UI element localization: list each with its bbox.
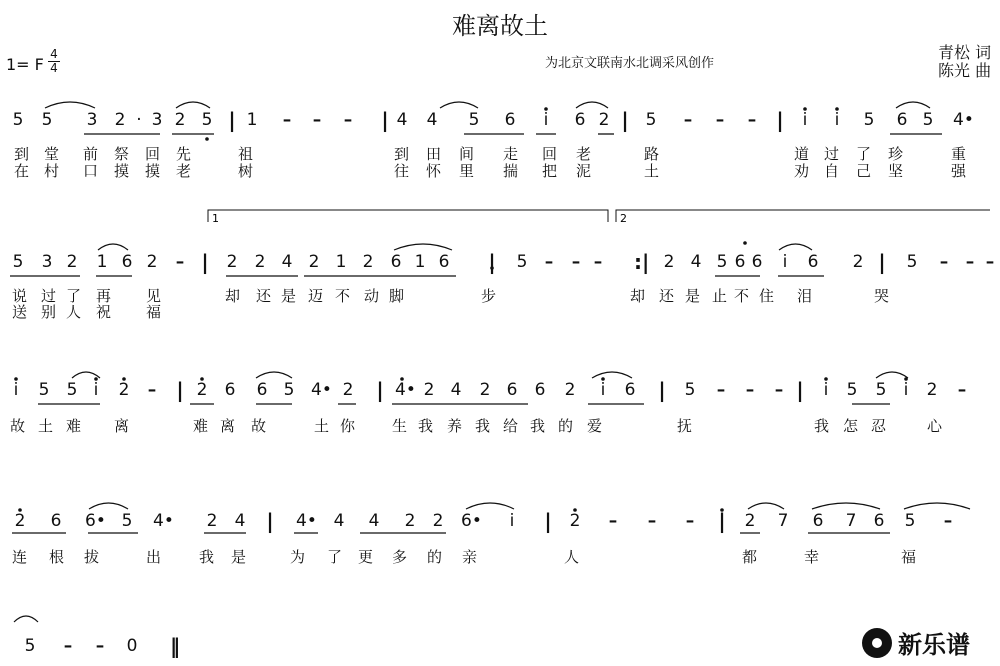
lyric-char: 到	[394, 145, 410, 163]
lyric-char: 土	[644, 162, 660, 180]
lyric-char: 先	[176, 145, 192, 163]
bar-line: |	[228, 108, 236, 132]
note: 4•	[296, 511, 317, 531]
note: 4	[396, 110, 408, 130]
note: 6	[812, 511, 824, 531]
bar-line: |	[381, 108, 389, 132]
lyric-char: 说	[12, 287, 28, 305]
note: 4	[426, 110, 438, 130]
lyric-char: 福	[901, 548, 917, 566]
note: 2	[404, 511, 416, 531]
note: 3	[151, 110, 163, 130]
note: 1	[335, 252, 347, 272]
lyric-char: 劝	[794, 162, 810, 180]
note: 2	[174, 110, 186, 130]
slur	[748, 503, 784, 509]
note: 4	[234, 511, 246, 531]
note: –	[943, 511, 953, 531]
lyric-char: 堂	[44, 145, 60, 163]
lyric-char: 路	[644, 145, 660, 163]
lyric-char: 止	[712, 287, 728, 305]
note: 5	[516, 252, 528, 272]
note: 6	[50, 511, 62, 531]
note: –	[147, 380, 157, 400]
lyric-char: 口	[83, 162, 99, 180]
note: 6	[807, 252, 819, 272]
note: 1	[246, 110, 258, 130]
note: 2	[308, 252, 320, 272]
lyric-char: 离	[220, 417, 236, 435]
note: –	[683, 110, 693, 130]
note: 2	[146, 252, 158, 272]
lyric-char: 祝	[96, 303, 112, 321]
lyric-char: 的	[427, 548, 443, 566]
lyric-char: 动	[364, 287, 380, 305]
note: 2	[342, 380, 354, 400]
lyric-char: 步	[481, 287, 497, 305]
lyric-char: 住	[759, 287, 775, 305]
lyric-char: 生	[392, 417, 408, 435]
bar-line: |	[376, 378, 384, 402]
lyric-char: 难	[193, 417, 209, 435]
note: 6	[734, 252, 746, 272]
lyric-char: 人	[564, 548, 580, 566]
lyric-char: 自	[824, 162, 840, 180]
watermark-text: 新乐谱	[898, 631, 970, 659]
lyric-char: 祖	[238, 145, 254, 163]
lyric-char: 出	[146, 548, 162, 566]
note: 0	[126, 636, 138, 656]
lyric-char: 却	[630, 287, 646, 305]
note: 6	[121, 252, 133, 272]
lyric-char: 抚	[677, 417, 693, 435]
slur	[779, 244, 812, 250]
note: 4•	[153, 511, 174, 531]
lyric-char: 摸	[114, 162, 130, 180]
key-signature: 1= F	[6, 55, 44, 74]
lyric-char: 把	[542, 162, 558, 180]
note: 5	[645, 110, 657, 130]
lyric-char: 再	[96, 287, 112, 305]
lyric-char: 为	[290, 548, 306, 566]
lyric-char: 过	[824, 145, 840, 163]
note: 4	[281, 252, 293, 272]
lyric-char: 往	[394, 162, 410, 180]
note: 4•	[953, 110, 974, 130]
lyric-char: 珍	[888, 145, 904, 163]
slur	[576, 102, 608, 108]
slur	[440, 102, 478, 108]
lyric-char: 见	[146, 287, 162, 305]
bar-line: |	[796, 378, 804, 402]
note: 6	[751, 252, 763, 272]
note: –	[939, 252, 949, 272]
lyric-char: 多	[392, 548, 408, 566]
lyric-char: 了	[856, 145, 872, 163]
bar-line: |	[266, 509, 274, 533]
note: i	[834, 110, 840, 130]
note: –	[343, 110, 353, 130]
lyric-char: 在	[14, 162, 30, 180]
lyric-char: 老	[176, 162, 192, 180]
lyric-char: 爱	[587, 417, 603, 435]
bar-line: |	[488, 250, 496, 274]
lyric-char: 前	[83, 145, 99, 163]
lyric-char: 拔	[84, 548, 100, 566]
bar-line: |	[718, 509, 726, 533]
slur	[256, 372, 292, 378]
lyric-char: 树	[238, 162, 254, 180]
note: –	[608, 511, 618, 531]
note: –	[715, 110, 725, 130]
volta-second-label: 2	[620, 212, 627, 225]
song-title: 难离故土	[452, 12, 548, 40]
slur	[14, 616, 38, 622]
note: 7	[777, 511, 789, 531]
slur-group	[14, 102, 974, 622]
lyric-char: 养	[447, 417, 463, 435]
note: 6	[624, 380, 636, 400]
note: 2	[362, 252, 374, 272]
note: 2	[423, 380, 435, 400]
note: 2	[479, 380, 491, 400]
note: 5	[846, 380, 858, 400]
lyric-char: 我	[475, 417, 491, 435]
note: i	[782, 252, 788, 272]
note: 6	[256, 380, 268, 400]
lyric-char: 里	[459, 162, 475, 180]
note: 2	[196, 380, 208, 400]
note: 4	[368, 511, 380, 531]
note: i	[543, 110, 549, 130]
note: 5	[863, 110, 875, 130]
slur	[89, 503, 128, 509]
lyric-char: 过	[41, 287, 57, 305]
note: 6	[534, 380, 546, 400]
note: 4•	[395, 380, 416, 400]
note: 5	[121, 511, 133, 531]
slur	[176, 102, 210, 108]
slur	[904, 503, 970, 509]
slur	[98, 244, 128, 250]
note: 5	[201, 110, 213, 130]
bar-line: |	[776, 108, 784, 132]
note: –	[685, 511, 695, 531]
note: 5	[12, 110, 24, 130]
note: 2	[744, 511, 756, 531]
volta-second-bracket	[616, 210, 990, 225]
lyric-char: 别	[41, 303, 57, 321]
lyric-char: 道	[794, 145, 810, 163]
disc-logo-icon	[862, 628, 892, 658]
note: 6•	[461, 511, 482, 531]
note: i	[13, 380, 19, 400]
lyric-char: 哭	[874, 287, 890, 305]
octave-dot	[205, 137, 209, 141]
note: 5	[66, 380, 78, 400]
note: 2	[14, 511, 26, 531]
note: 5	[12, 252, 24, 272]
note: –	[312, 110, 322, 130]
note: 6	[506, 380, 518, 400]
note: –	[593, 252, 603, 272]
lyric-char: 怀	[426, 162, 442, 180]
bar-line: |	[621, 108, 629, 132]
note: 2	[852, 252, 864, 272]
note: i	[903, 380, 909, 400]
note: 2	[926, 380, 938, 400]
note: 6	[896, 110, 908, 130]
lyric-char: 重	[951, 145, 967, 163]
lyric-char: 己	[856, 162, 872, 180]
lyric-char: 迈	[308, 287, 324, 305]
note: 6	[438, 252, 450, 272]
lyric-char: 泥	[576, 162, 592, 180]
note: –	[716, 380, 726, 400]
lyric-char: 忍	[871, 417, 887, 435]
bar-line: :|	[634, 250, 650, 274]
lyric-char: 我	[199, 548, 215, 566]
note: 2	[598, 110, 610, 130]
lyric-char: 走	[503, 145, 519, 163]
note: –	[63, 636, 73, 656]
lyric-char: 泪	[797, 287, 813, 305]
slur	[876, 372, 908, 378]
note: i	[509, 511, 515, 531]
lyric-char: 怎	[843, 417, 859, 435]
note: 5	[906, 252, 918, 272]
note: 2	[118, 380, 130, 400]
lyric-char: 到	[14, 145, 30, 163]
note: 5	[24, 636, 36, 656]
note: i	[93, 380, 99, 400]
note: 6	[873, 511, 885, 531]
lyric-char: 故	[10, 417, 26, 435]
note: 5	[875, 380, 887, 400]
lyric-char: 田	[426, 145, 442, 163]
note: 2	[663, 252, 675, 272]
lyric-char: 你	[340, 417, 356, 435]
volta-first-label: 1	[212, 212, 219, 225]
note: 2	[564, 380, 576, 400]
lyric-char: 了	[327, 548, 343, 566]
note: i	[600, 380, 606, 400]
lyric-char: 幸	[804, 548, 820, 566]
lyric-char: 福	[146, 303, 162, 321]
note: i	[802, 110, 808, 130]
lyric-char: 的	[558, 417, 574, 435]
note: 6	[224, 380, 236, 400]
note: 2	[206, 511, 218, 531]
lyric-char: 心	[927, 417, 943, 435]
note: 5	[283, 380, 295, 400]
lyric-char: 难	[66, 417, 82, 435]
note: –	[747, 110, 757, 130]
note: 2	[569, 511, 581, 531]
note: –	[957, 380, 967, 400]
bar-line: |	[878, 250, 886, 274]
note: 7	[845, 511, 857, 531]
lyric-char: 还	[256, 287, 272, 305]
lyric-char: 回	[145, 145, 161, 163]
note: 6•	[85, 511, 106, 531]
lyric-char: 是	[231, 548, 247, 566]
note: 4	[690, 252, 702, 272]
lyric-char: 了	[66, 287, 82, 305]
note: 2	[66, 252, 78, 272]
note: 2	[254, 252, 266, 272]
slur	[466, 503, 514, 509]
lyric-char: 故	[251, 417, 267, 435]
note: –	[774, 380, 784, 400]
note: 3	[41, 252, 53, 272]
lyric-char: 我	[418, 417, 434, 435]
lyric-char: 土	[38, 417, 54, 435]
slur	[592, 372, 632, 378]
lyric-char: 不	[734, 287, 750, 305]
note: 5	[468, 110, 480, 130]
watermark-logo	[862, 625, 970, 660]
note: 5	[41, 110, 53, 130]
lyric-char: 我	[530, 417, 546, 435]
lyric-char: 脚	[389, 287, 405, 305]
note: –	[745, 380, 755, 400]
note: 2	[432, 511, 444, 531]
lyric-char: 间	[459, 145, 475, 163]
note: 2	[226, 252, 238, 272]
lyric-char: 祭	[114, 145, 130, 163]
note: 6	[390, 252, 402, 272]
bar-line: |	[544, 509, 552, 533]
lyric-char: 揣	[503, 162, 519, 180]
note: 5	[904, 511, 916, 531]
note: 5	[716, 252, 728, 272]
lyric-char: 村	[44, 162, 60, 180]
lyric-char: 是	[685, 287, 701, 305]
note: –	[544, 252, 554, 272]
slur	[812, 503, 880, 509]
lyric-char: 我	[814, 417, 830, 435]
lyric-char: 根	[49, 548, 65, 566]
lyric-char: 摸	[145, 162, 161, 180]
volta-first-bracket	[208, 210, 608, 225]
slur	[72, 372, 100, 378]
bar-line: |	[201, 250, 209, 274]
note: 1	[414, 252, 426, 272]
note: 5	[684, 380, 696, 400]
lyric-char: 人	[66, 303, 82, 321]
lyric-char: 连	[12, 548, 28, 566]
lyric-char: 亲	[462, 548, 478, 566]
lyric-char: 给	[503, 417, 519, 435]
lyric-char: 却	[225, 287, 241, 305]
lyric-char: 不	[335, 287, 351, 305]
lyric-char: 离	[114, 417, 130, 435]
lyric-char: 是	[281, 287, 297, 305]
bar-line: |	[658, 378, 666, 402]
note: 5	[38, 380, 50, 400]
note: 2	[114, 110, 126, 130]
lyric-char: 更	[358, 548, 374, 566]
slur	[394, 244, 452, 250]
note: –	[571, 252, 581, 272]
note: 4	[450, 380, 462, 400]
composer-credit: 陈光 曲	[938, 61, 992, 80]
lyric-char: 老	[576, 145, 592, 163]
bar-line: ‖	[170, 634, 180, 658]
note: –	[282, 110, 292, 130]
lyric-char: 送	[12, 303, 28, 321]
note: ·	[136, 110, 142, 130]
note: 5	[922, 110, 934, 130]
lyric-char: 坚	[888, 162, 904, 180]
slur	[896, 102, 930, 108]
lyric-char: 回	[542, 145, 558, 163]
note: –	[647, 511, 657, 531]
note: 1	[96, 252, 108, 272]
subtitle: 为北京文联南水北调采风创作	[545, 56, 715, 71]
lyricist-credit: 青松 词	[938, 43, 992, 62]
lyric-char: 强	[951, 162, 967, 180]
lyric-char: 土	[314, 417, 330, 435]
meter-top: 4	[50, 47, 58, 61]
note: –	[175, 252, 185, 272]
note: –	[965, 252, 975, 272]
note: 4	[333, 511, 345, 531]
slur	[45, 102, 95, 108]
lyric-char: 还	[659, 287, 675, 305]
note: 6	[574, 110, 586, 130]
note: i	[823, 380, 829, 400]
note: 4•	[311, 380, 332, 400]
note: 6	[504, 110, 516, 130]
lyric-char: 都	[742, 548, 758, 566]
note: –	[95, 636, 105, 656]
note: 3	[86, 110, 98, 130]
octave-dot	[743, 241, 747, 245]
underline-group	[10, 134, 942, 533]
bar-line: |	[176, 378, 184, 402]
meter-bottom: 4	[50, 61, 58, 75]
note: –	[985, 252, 995, 272]
